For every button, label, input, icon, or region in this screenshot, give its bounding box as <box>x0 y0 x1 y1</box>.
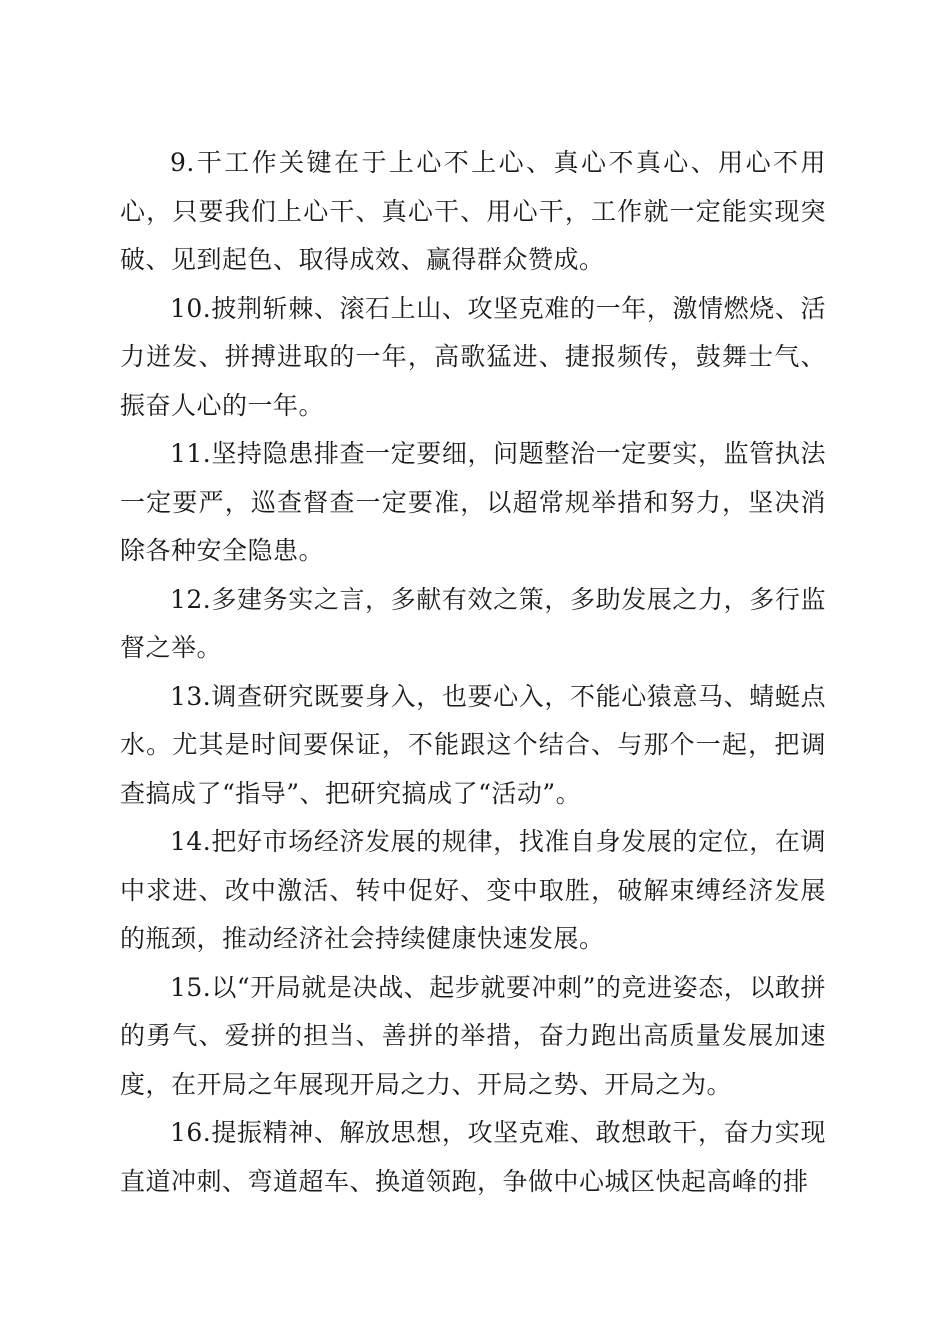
paragraph-12: 12.多建务实之言，多献有效之策，多助发展之力，多行监督之举。 <box>120 584 826 662</box>
paragraph-14: 14.把好市场经济发展的规律，找准自身发展的定位，在调中求进、改中激活、转中促好、变中取胜，破解束缚经济发展的瓶颈，推动经济社会持续健康快速发展。 <box>120 827 826 953</box>
paragraph-10: 10.披荆斩棘、滚石上山、攻坚克难的一年，激情燃烧、活力迸发、拼搏进取的一年，高歌猛进、捷报频传，鼓舞士气、振奋人心的一年。 <box>120 293 826 420</box>
paragraph-16: 16.提振精神、解放思想，攻坚克难、敢想敢干，奋力实现直道冲刺、弯道超车、换道领跑，争做中心城区快起高峰的排 <box>120 1118 826 1196</box>
paragraph-11: 11.坚持隐患排查一定要细，问题整治一定要实，监管执法一定要严，巡查督查一定要准，以超常规举措和努力，坚决消除各种安全隐患。 <box>120 439 826 565</box>
document-body <box>120 139 826 1206</box>
paragraph-15: 15.以“开局就是决战、起步就要冲刺”的竞进姿态，以敢拼的勇气、爱拼的担当、善拼的举措，奋力跑出高质量发展加速度，在开局之年展现开局之力、开局之势、开局之为。 <box>120 972 826 1099</box>
paragraph-9: 9.干工作关键在于上心不上心、真心不真心、用心不用心，只要我们上心干、真心干、用心干，工作就一定能实现突破、见到起色、取得成效、赢得群众赞成。 <box>120 148 826 274</box>
paragraph-13: 13.调查研究既要身入，也要心入，不能心猿意马、蜻蜓点水。尤其是时间要保证，不能跟这个结合、与那个一起，把调查搞成了“指导”、把研究搞成了“活动”。 <box>120 681 826 808</box>
